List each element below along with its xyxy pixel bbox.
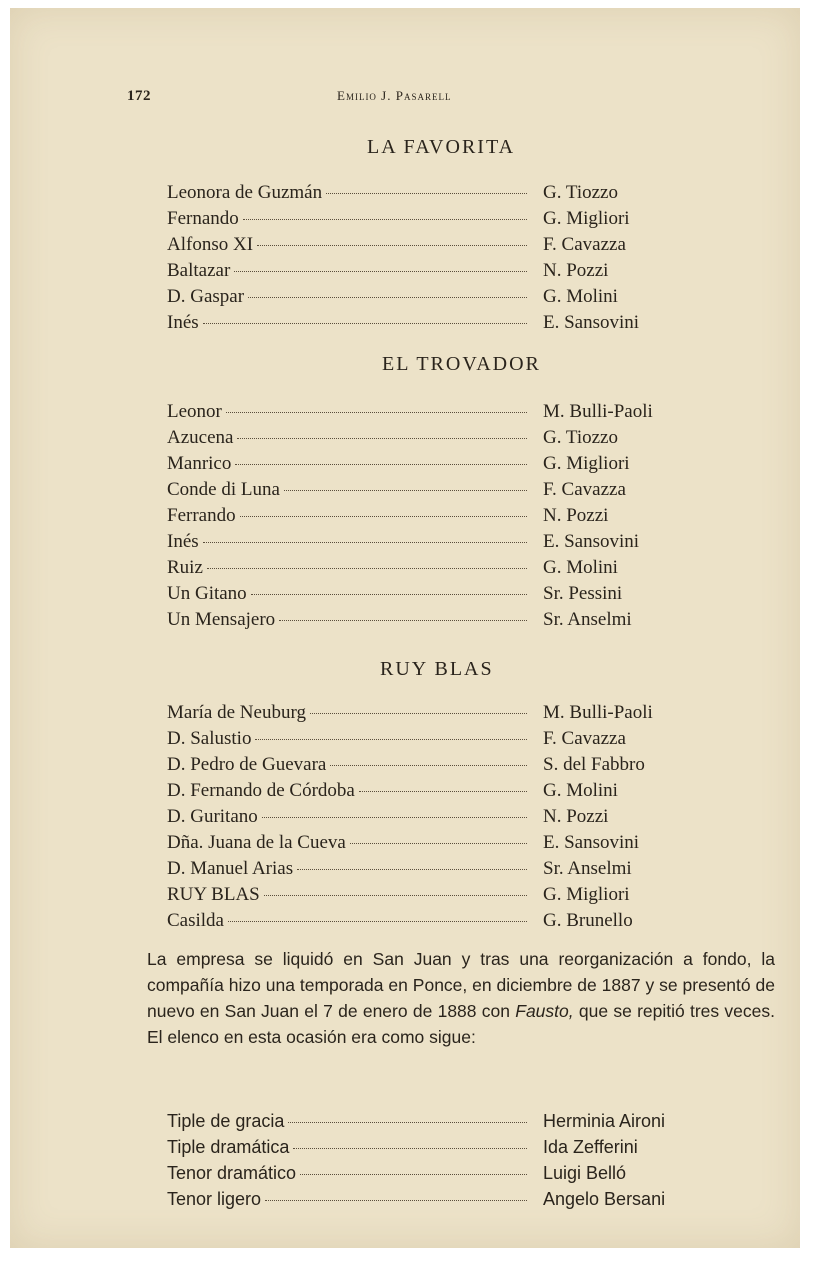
role-cell [167, 1134, 537, 1160]
role-name: Inés [167, 312, 199, 333]
dot-leader [359, 791, 527, 792]
role-name: Azucena [167, 427, 234, 448]
singer-name: G. Tiozzo [543, 427, 618, 448]
role-cell [167, 856, 537, 882]
dot-leader [300, 1174, 527, 1175]
dot-leader [255, 739, 527, 740]
role-cell [167, 477, 537, 503]
cast-row [167, 882, 727, 908]
role-cell [167, 399, 537, 425]
role-cell [167, 830, 537, 856]
cast-row [167, 607, 727, 633]
singer-name: S. del Fabbro [543, 754, 645, 775]
dot-leader [240, 516, 527, 517]
singer-name: M. Bulli-Paoli [543, 401, 653, 422]
running-head [127, 88, 547, 110]
singer-name: F. Cavazza [543, 479, 626, 500]
singer-name: Angelo Bersani [543, 1189, 666, 1209]
role-cell [167, 908, 537, 934]
cast-row [167, 477, 727, 503]
role-name: Un Mensajero [167, 609, 276, 630]
dot-leader [203, 323, 527, 324]
dot-leader [262, 817, 527, 818]
cast-row [167, 581, 727, 607]
page-number: 172 [127, 88, 151, 104]
role-cell [167, 451, 537, 477]
dot-leader [237, 438, 527, 439]
cast-row [167, 206, 727, 232]
role-name: Dña. Juana de la Cueva [167, 832, 346, 853]
dot-leader [228, 921, 527, 922]
cast-row [167, 1186, 727, 1212]
role-cell [167, 882, 537, 908]
cast-row [167, 399, 727, 425]
cast-row [167, 856, 727, 882]
section-title-el-trovador: EL TROVADOR [382, 353, 541, 375]
dot-leader [234, 271, 527, 272]
dot-leader [264, 895, 527, 896]
role-name: Baltazar [167, 260, 231, 281]
cast-row [167, 778, 727, 804]
singer-name: M. Bulli-Paoli [543, 702, 653, 723]
role-cell [167, 180, 537, 206]
role-name: RUY BLAS [167, 884, 260, 905]
role-cell [167, 555, 537, 581]
cast-row [167, 180, 727, 206]
role-name: D. Fernando de Córdoba [167, 780, 355, 801]
singer-name: Sr. Pessini [543, 583, 623, 604]
singer-name: G. Molini [543, 557, 618, 578]
singer-name: E. Sansovini [543, 531, 640, 552]
role-name: Leonor [167, 401, 222, 422]
role-cell [167, 804, 537, 830]
cast-row [167, 908, 727, 934]
role-name: D. Manuel Arias [167, 858, 294, 879]
cast-list-el-trovador [167, 399, 727, 633]
dot-leader [326, 193, 527, 194]
role-cell [167, 778, 537, 804]
paragraph-text-end: que se repitió tres veces. El elenco en esta ocasión era como sigue: [147, 1001, 776, 1047]
singer-name: Luigi Belló [543, 1163, 627, 1183]
dot-leader [207, 568, 527, 569]
singer-name: E. Sansovini [543, 312, 640, 333]
singer-name: N. Pozzi [543, 260, 609, 281]
dot-leader [297, 869, 527, 870]
singer-name: G. Migliori [543, 884, 630, 905]
role-cell [167, 581, 537, 607]
cast-row [167, 752, 727, 778]
cast-row [167, 804, 727, 830]
singer-name: G. Migliori [543, 453, 630, 474]
role-name: Ferrando [167, 505, 236, 526]
role-name: D. Pedro de Guevara [167, 754, 327, 775]
role-cell [167, 529, 537, 555]
role-name: D. Guritano [167, 806, 258, 827]
role-name: Fernando [167, 208, 239, 229]
cast-row [167, 726, 727, 752]
role-cell [167, 1108, 537, 1134]
cast-row [167, 451, 727, 477]
dot-leader [226, 412, 527, 413]
cast-row [167, 503, 727, 529]
role-name: Manrico [167, 453, 232, 474]
body-paragraph [147, 946, 775, 1050]
cast-row [167, 232, 727, 258]
singer-name: G. Migliori [543, 208, 630, 229]
role-cell [167, 700, 537, 726]
role-cell [167, 310, 537, 336]
cast-row [167, 555, 727, 581]
role-name: Casilda [167, 910, 224, 931]
singer-name: E. Sansovini [543, 832, 640, 853]
dot-leader [284, 490, 527, 491]
dot-leader [265, 1200, 527, 1201]
dot-leader [350, 843, 527, 844]
singer-name: Ida Zefferini [543, 1137, 638, 1157]
role-cell [167, 258, 537, 284]
book-page [10, 8, 800, 1248]
role-name: Leonora de Guzmán [167, 182, 323, 203]
singer-name: G. Brunello [543, 910, 633, 931]
cast-row [167, 700, 727, 726]
role-name: Tiple dramática [167, 1137, 290, 1157]
role-cell [167, 1186, 537, 1212]
dot-leader [248, 297, 527, 298]
role-name: Tenor dramático [167, 1163, 297, 1183]
singer-name: N. Pozzi [543, 806, 609, 827]
cast-row [167, 258, 727, 284]
dot-leader [243, 219, 527, 220]
section-title-ruy-blas: RUY BLAS [380, 658, 494, 680]
singer-name: Herminia Aironi [543, 1111, 666, 1131]
role-cell [167, 284, 537, 310]
cast-list-la-favorita [167, 180, 727, 336]
paragraph-text-start: La empresa se liquidó en San Juan y tras una reorganización a fondo, la compañía hizo una temporada en Ponce, en diciembre de 1887 y se presentó de nuevo en San Juan el 7 de enero de 1888 con [147, 949, 775, 1021]
singer-name: Sr. Anselmi [543, 858, 632, 879]
cast-row [167, 284, 727, 310]
dot-leader [203, 542, 527, 543]
cast-row [167, 1160, 727, 1186]
role-name: Alfonso XI [167, 234, 254, 255]
company-list [167, 1108, 727, 1212]
dot-leader [251, 594, 527, 595]
cast-row [167, 1108, 727, 1134]
role-name: María de Neuburg [167, 702, 306, 723]
role-name: Ruiz [167, 557, 203, 578]
role-cell [167, 425, 537, 451]
running-head-author: Emilio J. Pasarell [337, 88, 452, 103]
role-cell [167, 752, 537, 778]
role-name: Inés [167, 531, 199, 552]
role-cell [167, 607, 537, 633]
dot-leader [288, 1122, 527, 1123]
cast-row [167, 529, 727, 555]
role-cell [167, 726, 537, 752]
singer-name: G. Molini [543, 286, 618, 307]
cast-row [167, 425, 727, 451]
role-name: Un Gitano [167, 583, 247, 604]
role-name: Conde di Luna [167, 479, 280, 500]
role-name: Tiple de gracia [167, 1111, 285, 1131]
role-name: Tenor ligero [167, 1189, 262, 1209]
cast-list-ruy-blas [167, 700, 727, 934]
cast-row [167, 1134, 727, 1160]
singer-name: Sr. Anselmi [543, 609, 632, 630]
dot-leader [330, 765, 527, 766]
singer-name: F. Cavazza [543, 728, 626, 749]
role-name: D. Salustio [167, 728, 252, 749]
cast-row [167, 310, 727, 336]
dot-leader [257, 245, 527, 246]
singer-name: G. Tiozzo [543, 182, 618, 203]
role-cell [167, 503, 537, 529]
role-cell [167, 1160, 537, 1186]
singer-name: N. Pozzi [543, 505, 609, 526]
cast-row [167, 830, 727, 856]
dot-leader [293, 1148, 527, 1149]
singer-name: F. Cavazza [543, 234, 626, 255]
role-cell [167, 206, 537, 232]
dot-leader [310, 713, 527, 714]
role-cell [167, 232, 537, 258]
section-title-la-favorita: LA FAVORITA [367, 136, 516, 158]
dot-leader [279, 620, 527, 621]
role-name: D. Gaspar [167, 286, 245, 307]
dot-leader [235, 464, 527, 465]
singer-name: G. Molini [543, 780, 618, 801]
opera-title-fausto: Fausto, [515, 1001, 574, 1021]
